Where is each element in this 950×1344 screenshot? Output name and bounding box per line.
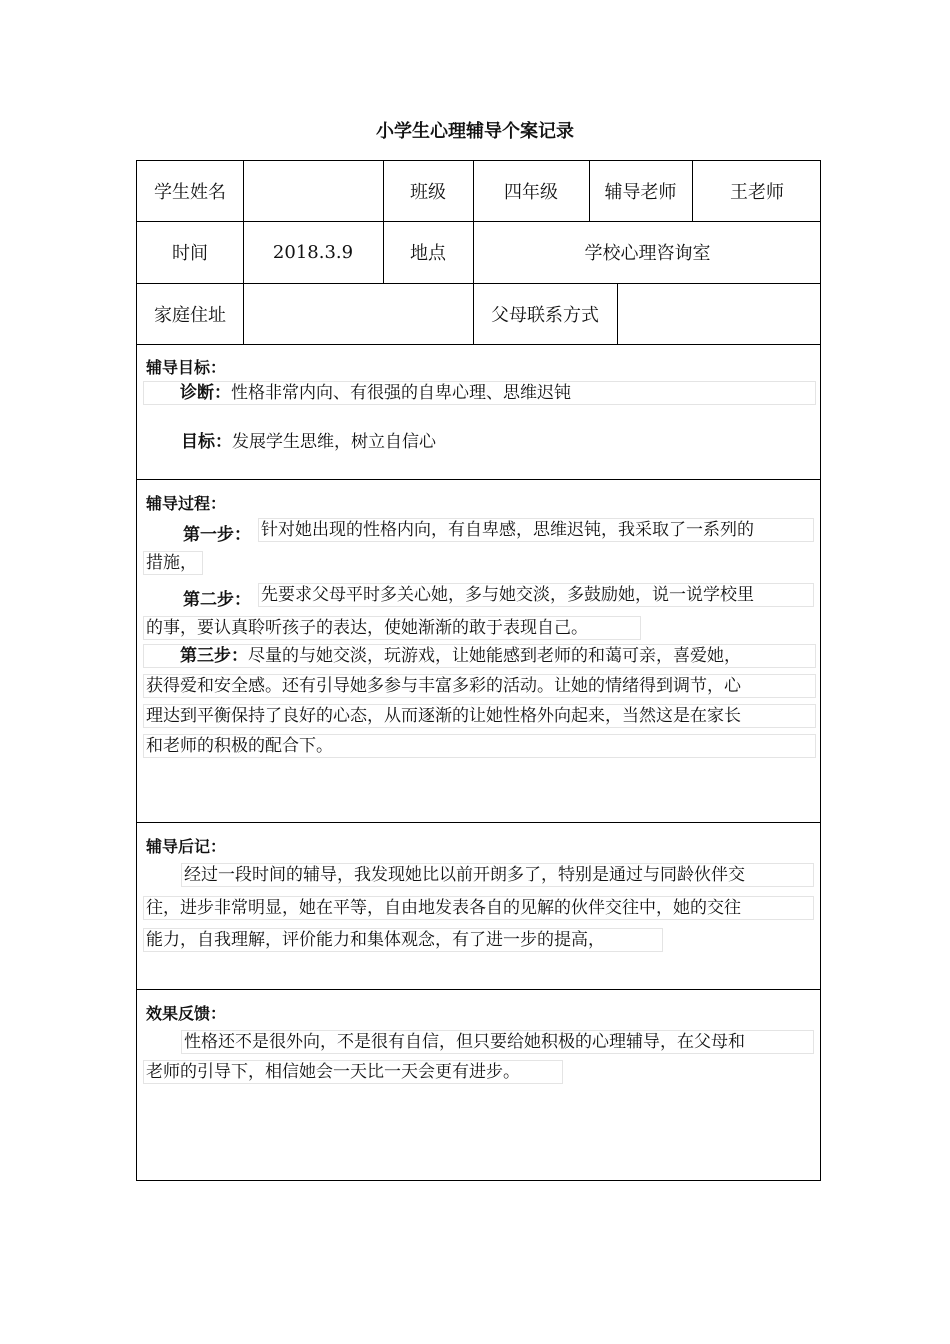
place-label: 地点	[410, 243, 446, 264]
parent-contact-value	[617, 283, 822, 344]
target-label: 目标：	[181, 432, 232, 452]
target-text: 发展学生思维，树立自信心	[232, 432, 436, 452]
step3-line1-text: 尽量的与她交淡，玩游戏，让她能感到老师的和蔼可亲，喜爱她，	[248, 646, 741, 666]
diagnosis-line	[143, 381, 816, 405]
diagnosis-label: 诊断：	[180, 383, 231, 403]
step2-line2: 的事，要认真聆听孩子的表达，使她渐渐的敢于表现自己。	[143, 616, 641, 640]
section-divider	[137, 989, 820, 990]
section-divider	[137, 822, 820, 823]
step2-label: 第二步：	[183, 590, 251, 610]
class-value: 四年级	[504, 182, 558, 203]
step3-line1	[143, 644, 816, 668]
goal-label: 辅导目标：	[146, 358, 227, 377]
afterword-line3: 能力，自我理解，评价能力和集体观念，有了进一步的提高，	[143, 928, 663, 952]
step3-line2: 获得爱和安全感。还有引导她多参与丰富多彩的活动。让她的情绪得到调节，心	[143, 674, 816, 698]
afterword-line2: 往，进步非常明显，她在平等，自由地发表各自的见解的伙伴交往中，她的交往	[143, 896, 814, 920]
process-label: 辅导过程：	[146, 494, 227, 513]
page-title: 小学生心理辅导个案记录	[376, 121, 574, 142]
section-divider	[137, 479, 820, 480]
step3-line4: 和老师的积极的配合下。	[143, 734, 816, 758]
afterword-line1: 经过一段时间的辅导，我发现她比以前开朗多了，特别是通过与同龄伙伴交	[181, 863, 814, 887]
step1-label: 第一步：	[183, 525, 251, 545]
teacher-value: 王老师	[730, 182, 784, 203]
row-divider	[137, 344, 820, 345]
feedback-label: 效果反馈：	[146, 1004, 227, 1023]
place-value: 学校心理咨询室	[584, 243, 711, 264]
time-value: 2018.3.9	[272, 241, 354, 263]
class-label: 班级	[410, 182, 446, 203]
step2-line1: 先要求父母平时多关心她，多与她交淡，多鼓励她，说一说学校里	[258, 583, 814, 607]
record-table	[136, 160, 821, 1181]
step1-line1: 针对她出现的性格内向，有自卑感，思维迟钝，我采取了一系列的	[258, 518, 814, 542]
address-label: 家庭住址	[154, 304, 226, 326]
step3-line3: 理达到平衡保持了良好的心态，从而逐渐的让她性格外向起来，当然这是在家长	[143, 704, 816, 728]
afterword-label: 辅导后记：	[146, 837, 227, 856]
step3-label: 第三步：	[180, 646, 248, 666]
student-name-value	[243, 161, 383, 221]
time-label: 时间	[172, 243, 208, 264]
step1-line2: 措施，	[143, 551, 203, 575]
feedback-line2: 老师的引导下，相信她会一天比一天会更有进步。	[143, 1060, 563, 1084]
student-name-label: 学生姓名	[154, 182, 226, 203]
teacher-label: 辅导老师	[604, 182, 677, 203]
address-value	[243, 283, 473, 344]
parent-contact-label: 父母联系方式	[491, 304, 599, 326]
diagnosis-text: 性格非常内向、有很强的自卑心理、思维迟钝	[231, 383, 571, 403]
feedback-line1: 性格还不是很外向，不是很有自信，但只要给她积极的心理辅导，在父母和	[181, 1030, 814, 1054]
target-line	[181, 427, 436, 452]
